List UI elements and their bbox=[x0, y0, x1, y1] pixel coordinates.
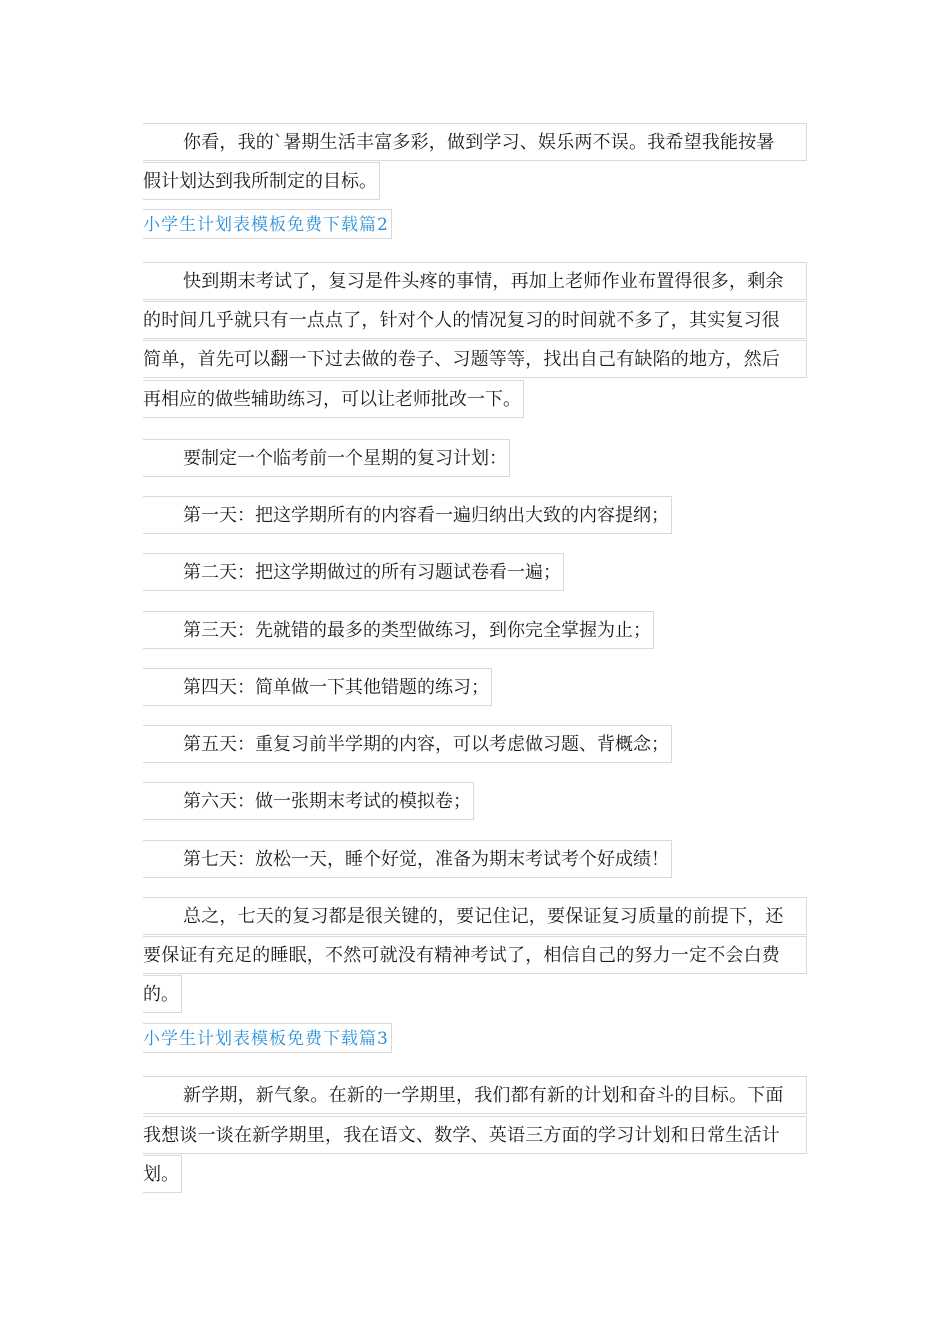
paragraph-line: 简单，首先可以翻一下过去做的卷子、习题等等，找出自己有缺陷的地方，然后 bbox=[143, 340, 807, 378]
section-heading: 小学生计划表模板免费下载篇2 bbox=[143, 209, 392, 239]
paragraph-line: 再相应的做些辅助练习，可以让老师批改一下。 bbox=[143, 380, 524, 418]
paragraph-line: 总之，七天的复习都是很关键的，要记住记，要保证复习质量的前提下，还 bbox=[143, 897, 807, 935]
paragraph-line: 的。 bbox=[143, 975, 182, 1013]
paragraph-line: 你看，我的`暑期生活丰富多彩，做到学习、娱乐两不误。我希望我能按暑 bbox=[143, 123, 807, 161]
paragraph-line: 我想谈一谈在新学期里，我在语文、数学、英语三方面的学习计划和日常生活计 bbox=[143, 1116, 807, 1154]
list-item: 第七天：放松一天，睡个好觉，准备为期末考试考个好成绩！ bbox=[143, 840, 672, 878]
section-heading: 小学生计划表模板免费下载篇3 bbox=[143, 1023, 392, 1053]
list-item: 第四天：简单做一下其他错题的练习； bbox=[143, 668, 492, 706]
list-item: 第五天：重复习前半学期的内容，可以考虑做习题、背概念； bbox=[143, 725, 672, 763]
paragraph-line: 的时间几乎就只有一点点了，针对个人的情况复习的时间就不多了，其实复习很 bbox=[143, 301, 807, 339]
list-item: 第一天：把这学期所有的内容看一遍归纳出大致的内容提纲； bbox=[143, 496, 672, 534]
list-item: 第六天：做一张期末考试的模拟卷； bbox=[143, 782, 474, 820]
paragraph-line: 快到期末考试了，复习是件头疼的事情，再加上老师作业布置得很多，剩余 bbox=[143, 262, 807, 300]
paragraph-line: 新学期，新气象。在新的一学期里，我们都有新的计划和奋斗的目标。下面 bbox=[143, 1076, 807, 1114]
paragraph-line: 假计划达到我所制定的目标。 bbox=[143, 162, 380, 200]
paragraph-line: 划。 bbox=[143, 1155, 182, 1193]
list-item: 第三天：先就错的最多的类型做练习，到你完全掌握为止； bbox=[143, 611, 654, 649]
paragraph-line: 要制定一个临考前一个星期的复习计划： bbox=[143, 439, 510, 477]
paragraph-line: 要保证有充足的睡眠，不然可就没有精神考试了，相信自己的努力一定不会白费 bbox=[143, 936, 807, 974]
list-item: 第二天：把这学期做过的所有习题试卷看一遍； bbox=[143, 553, 564, 591]
